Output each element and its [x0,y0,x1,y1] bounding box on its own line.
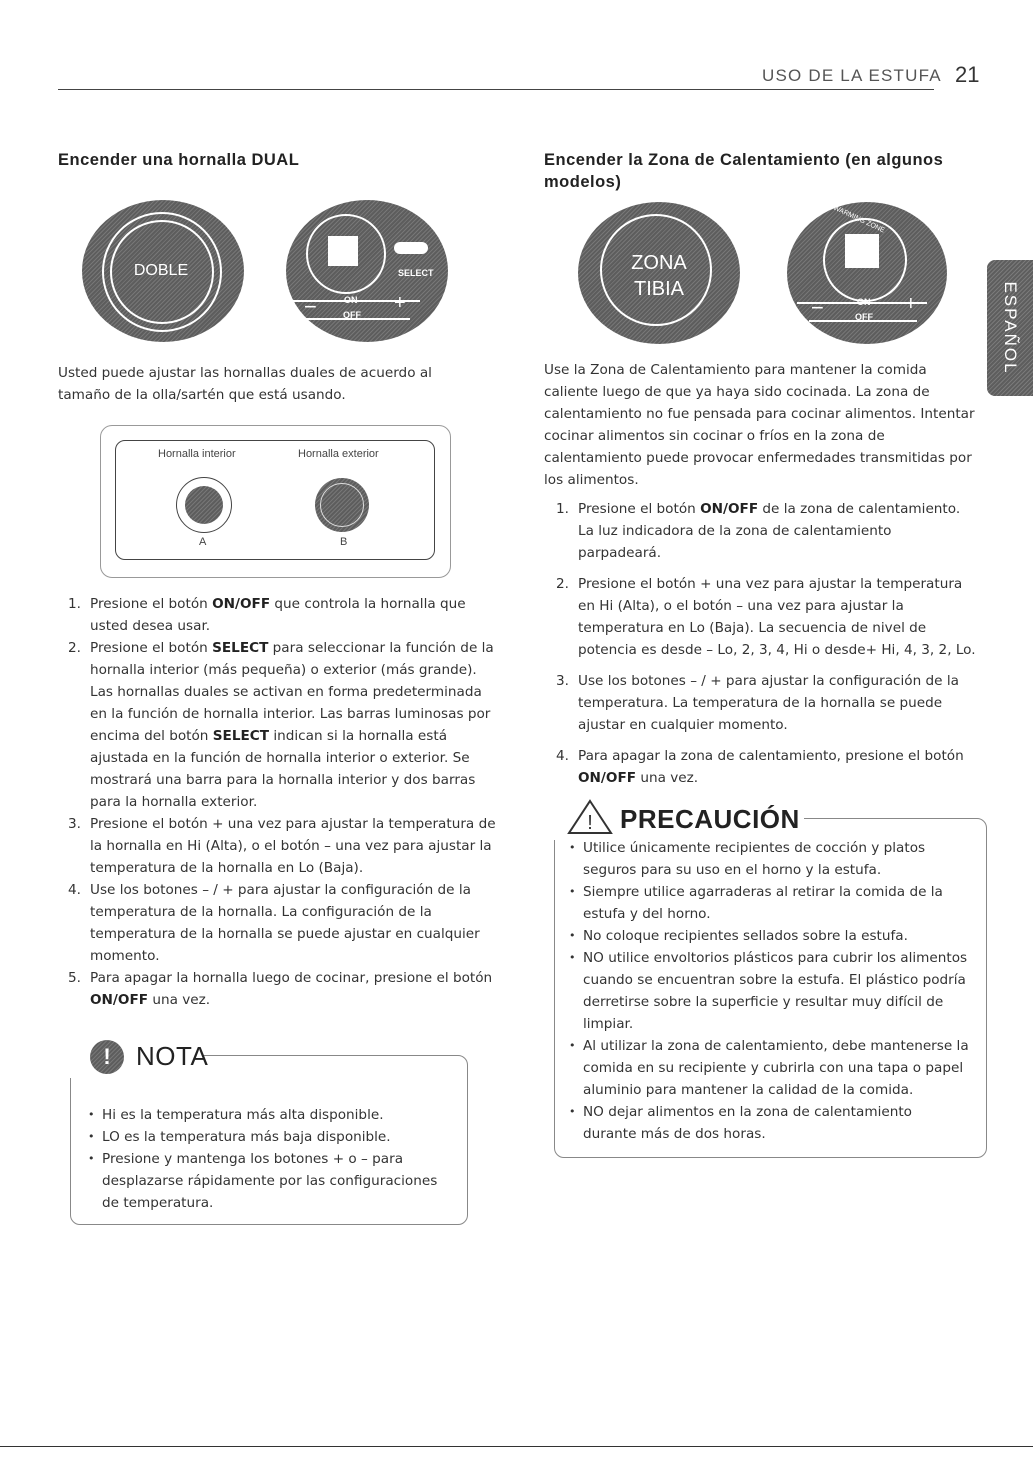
dual-steps-list [58,593,498,1011]
note-list [88,1104,448,1214]
section-heading-dual: Encender una hornalla DUAL [58,151,300,169]
dial-label-tibia: TIBIA [633,278,684,300]
on-label: ON [344,295,358,305]
warming-zone-arc-label: WARMING ZONE [832,204,886,235]
list-item: 3. Use los botones – / + para ajustar la configuración de la temperatura. La temperatura de la hornalla se puede ajustar en cualquier momento. [556,673,959,733]
list-item: • Al utilizar la zona de calentamiento, debe mantenerse la comida en su recipiente y cubrirla con una tapa o papel aluminio para mantener la calidad de la comida. [569,1035,969,1101]
list-item: • No coloque recipientes sellados sobre la estufa. [569,925,969,947]
list-item: 3. Presione el botón + una vez para ajustar la temperatura de la hornalla en Hi (Alta), o el botón – una vez para ajustar la temperatura de la hornalla en Lo (Baja). [68,816,496,876]
page-number: 21 [955,62,980,87]
on-label: ON [857,297,871,307]
warming-intro-text: Use la Zona de Calentamiento para mantener la comida caliente luego de que ya haya sido cocinada. La zona de calentamiento no fue pensada para cocinar alimentos. Intentar cocinar alimentos sin cocinar o fríos en la zona de calentamiento puede provocar enfermedades transmitidas por los alimentos. [544,362,975,488]
inner-burner-ring [176,477,232,533]
header-rule [58,89,934,90]
list-item: • NO dejar alimentos en la zona de calentamiento durante más de dos horas. [569,1101,969,1145]
list-item: 5. Para apagar la hornalla luego de cocinar, presione el botón ON/OFF una vez. [68,970,493,1008]
list-item: 1. Presione el botón ON/OFF que controla la hornalla que usted desea usar. [68,596,466,634]
warming-control-image [787,202,947,344]
plus-icon: + [905,293,917,315]
list-item: • Presione y mantenga los botones + o – para desplazarse rápidamente por las configuraciones de temperatura. [88,1148,448,1214]
warning-triangle-icon [566,798,614,836]
off-label: OFF [855,312,873,322]
label-b: B [340,536,348,548]
language-tab [987,260,1033,396]
plus-icon: + [394,292,406,314]
list-item: 4. Para apagar la zona de calentamiento, presione el botón ON/OFF una vez. [556,748,964,786]
list-item: 4. Use los botones – / + para ajustar la configuración de la temperatura de la hornalla. La configuración de la temperatura de la hornalla se puede ajustar en cualquier momento. [68,882,480,964]
select-toggle-icon [394,242,428,254]
label-a: A [199,536,207,548]
footer-rule [0,1446,1033,1447]
caution-list [569,837,969,1145]
minus-icon: − [304,294,317,319]
language-tab-label: ESPAÑOL [1001,281,1020,375]
display-window [328,236,358,266]
dual-intro-text: Usted puede ajustar las hornallas duales de acuerdo al tamaño de la olla/sartén que está usando. [58,365,432,403]
warming-steps-list [546,498,976,798]
outer-burner-label: Hornalla exterior [298,448,379,460]
section-heading-warming: Encender la Zona de Calentamiento (en algunos modelos) [544,151,944,191]
select-dial-image [286,200,448,342]
warming-dial-image [578,202,740,344]
list-item: • Siempre utilice agarraderas al retirar la comida de la estufa y del horno. [569,881,969,925]
dial-label-zona: ZONA [631,252,687,274]
burner-diagram [100,425,451,578]
list-item: • NO utilice envoltorios plásticos para cubrir los alimentos cuando se encuentran sobre la estufa. El plástico podría derretirse sobre la superficie y resultar muy difícil de limpiar. [569,947,969,1035]
list-item: 2. Presione el botón + una vez para ajustar la temperatura en Hi (Alta), o el botón – una vez para ajustar la temperatura en Lo (Baja). La secuencia de nivel de potencia es desde – Lo, 2, 3, 4, Hi o desde+ Hi, 4, 3, 2, Lo. [556,576,976,658]
list-item: • LO es la temperatura más baja disponible. [88,1126,448,1148]
svg-text:!: ! [587,812,593,834]
list-item: • Hi es la temperatura más alta disponible. [88,1104,448,1126]
note-icon: ! [90,1040,124,1074]
list-item: 2. Presione el botón SELECT para seleccionar la función de la hornalla interior (más pequeña) o exterior (más grande). Las hornallas duales se activan en forma predeterminada en la función de hornalla interior. Las barras luminosas por encima del botón SELECT indican si la hornalla está ajustada en la función de hornalla interior o exterior. Se mostrará una barra para la hornalla interior y dos barras para la hornalla exterior. [68,640,494,810]
select-label: SELECT [398,268,434,278]
dial-label-doble: DOBLE [133,262,189,279]
inner-burner-label: Hornalla interior [158,448,236,460]
off-label: OFF [343,310,361,320]
outer-burner-icon [315,478,369,532]
minus-icon: − [811,295,824,320]
burner-diagram-inner [115,440,435,560]
dual-dial-image [82,200,244,342]
list-item: 1. Presione el botón ON/OFF de la zona de calentamiento. La luz indicadora de la zona de calentamiento parpadeará. [556,501,961,561]
caution-title: PRECAUCIÓN [620,804,800,834]
inner-burner-icon [185,486,223,524]
list-item: • Utilice únicamente recipientes de cocción y platos seguros para su uso en el horno y la estufa. [569,837,969,881]
header-title: USO DE LA ESTUFA [762,66,942,85]
note-title: NOTA [136,1041,209,1071]
display-window [845,234,879,268]
outer-burner-ring [320,483,364,527]
